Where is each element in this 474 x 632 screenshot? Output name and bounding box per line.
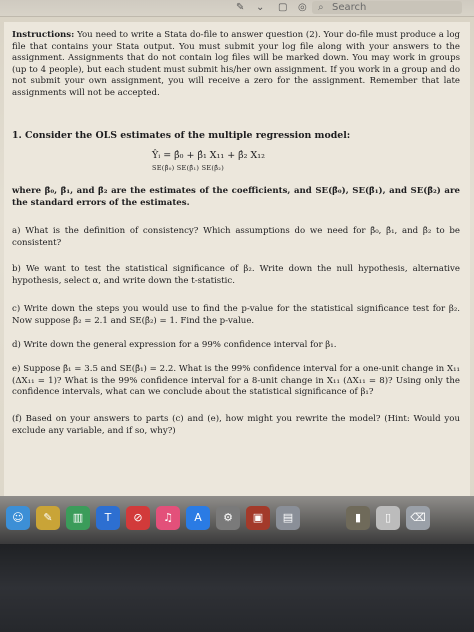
where-paragraph: where β̂₀, β̂₁, and β̂₂ are the estimates of the coefficients, and SE(β̂₀), SE(β̂₁), and SE(β̂₂) are the standard errors of the estimates. [12,186,460,208]
pen-icon[interactable]: ✎ [236,2,245,13]
laptop-bezel [0,544,474,632]
regression-equation [152,150,352,174]
document-icon[interactable]: ▯ [376,506,400,530]
settings-icon[interactable]: ⚙ [216,506,240,530]
notes-icon[interactable]: ✎ [36,506,60,530]
chevron-down-icon[interactable]: ⌄ [256,2,265,13]
question-1-heading: 1. Consider the OLS estimates of the multiple regression model: [12,130,351,141]
question-c: c) Write down the steps you would use to find the p-value for the statistical significance test for β₂. Now suppose β̂₂ = 2.1 and SE(β̂₂) = 1. Find the p-value. [12,304,460,326]
question-e: e) Suppose β̂₁ = 3.5 and SE(β̂₁) = 2.2. What is the 99% confidence interval for a one-unit change in X₁₁ (ΔX₁₁ = 1)? What is the 99% confidence interval for a 8-unit change in X₁₁ (ΔX₁₁ = 8)? Using only the confidence intervals, what can we conclude about the statistical significance of β₁? [12,364,460,398]
question-a: a) What is the definition of consistency? Which assumptions do we need for β̂₀, β̂₁, and β̂₂ to be consistent? [12,226,460,248]
photo-booth-icon[interactable]: ▣ [246,506,270,530]
instructions-text: You need to write a Stata do-file to answer question (2). Your do-file must produce a log file that contains your Stata output. You must submit your log file along with your answers to the assignment. Assignments that do not contain log files will be marked down. You may work in groups (up to 4 people), but each student must submit his/her own assignment. If you work in a group and do not submit your own assignment, you will receive a zero for the assignment. Remember that late assignments will not be accepted. [12,30,461,98]
question-d: d) Write down the general expression for a 99% confidence interval for β₁. [12,340,337,350]
search-icon: ⌕ [318,2,324,13]
instructions-label: Instructions: [12,30,75,40]
question-b: b) We want to test the statistical significance of β₂. Write down the null hypothesis, alternative hypothesis, select α, and write down the t-statistic. [12,264,460,286]
assignment-document [4,22,470,496]
dock [0,504,474,538]
trash-icon[interactable]: ⌫ [406,506,430,530]
charts-icon[interactable]: ▥ [66,506,90,530]
user-icon[interactable]: ◎ [298,2,307,13]
search-input[interactable] [312,1,462,14]
question-f: (f) Based on your answers to parts (c) and (e), how might you rewrite the model? (Hint: Would you exclude any variable, and if so, why?) [12,414,460,436]
instructions-paragraph [12,30,460,100]
equation-line: Ŷᵢ = β̂₀ + β̂₁ X₁₁ + β̂₂ X₁₂ [152,150,265,161]
keynote-icon[interactable]: T [96,506,120,530]
menu-bar [0,0,474,17]
blocked-icon[interactable]: ⊘ [126,506,150,530]
window-icon[interactable]: ▢ [278,2,288,13]
folder-icon[interactable]: ▮ [346,506,370,530]
preview-icon[interactable]: ▤ [276,506,300,530]
finder-icon[interactable]: ☺ [6,506,30,530]
app-store-icon[interactable]: A [186,506,210,530]
search-placeholder: Search [332,2,367,13]
music-icon[interactable]: ♫ [156,506,180,530]
equation-standard-errors: SE(β̂₀) SE(β̂₁) SE(β̂₂) [152,163,225,172]
